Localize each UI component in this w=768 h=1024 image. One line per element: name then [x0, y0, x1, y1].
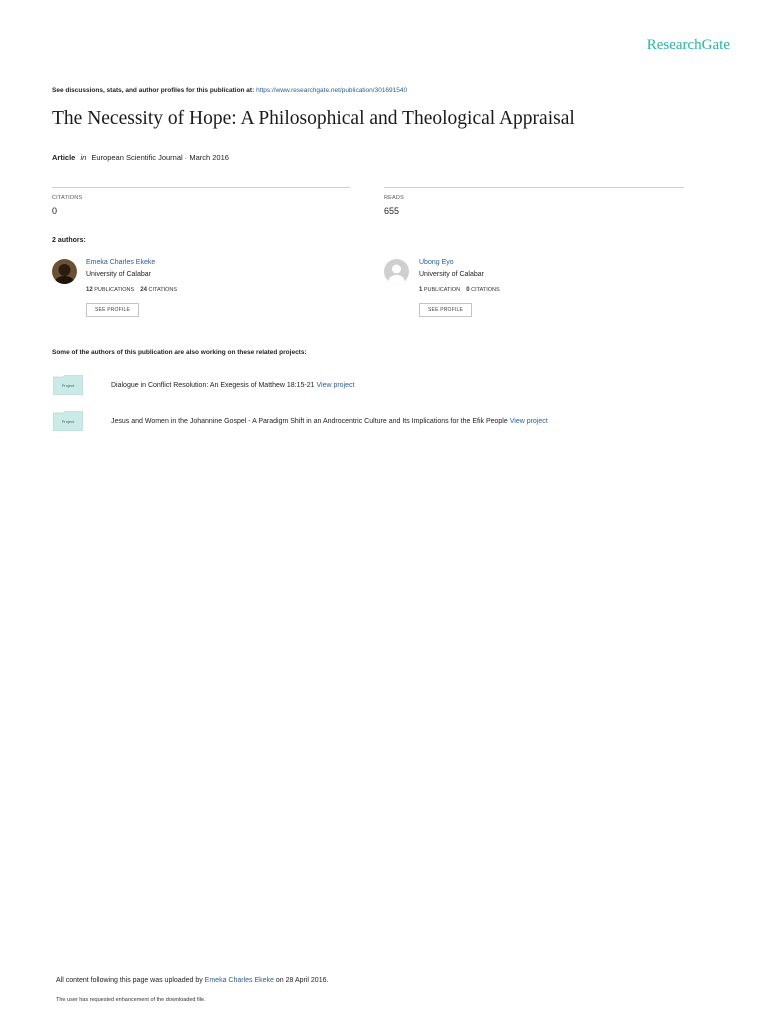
project-item: [111, 418, 548, 425]
projects-heading: Some of the authors of this publication are also working on these related projects:: [52, 349, 307, 356]
journal-name: European Scientific Journal · March 2016: [91, 153, 229, 162]
author-affiliation: University of Calabar: [86, 271, 151, 278]
project-title: Jesus and Women in the Johannine Gospel - A Paradigm Shift in an Androcentric Culture and Its Implications for the Efik People: [111, 418, 508, 425]
author-citations-label: CITATIONS: [471, 287, 500, 293]
reads-count: 655: [384, 206, 400, 216]
reads-divider: [384, 187, 684, 188]
discussion-text: See discussions, stats, and author profiles for this publication at:: [52, 87, 255, 94]
author-citations-label: CITATIONS: [148, 287, 178, 293]
project-item: [111, 382, 354, 389]
project-folder-icon[interactable]: [53, 375, 83, 395]
author-citations-count: 0: [466, 287, 470, 293]
upload-date: on 28 April 2016.: [275, 977, 329, 984]
citations-divider: [52, 187, 350, 188]
author-stats: [86, 287, 177, 293]
author-citations-count: 24: [140, 287, 147, 293]
author-avatar-placeholder[interactable]: [384, 259, 409, 284]
author-publications-count: 12: [86, 287, 93, 293]
project-badge: Project: [61, 419, 75, 424]
view-project-link[interactable]: View project: [509, 418, 548, 425]
reads-label: READS: [384, 195, 404, 201]
upload-note: [56, 977, 328, 984]
project-badge: Project: [61, 383, 75, 388]
researchgate-logo[interactable]: ResearchGate: [646, 37, 730, 53]
discussion-line: [52, 87, 407, 94]
meta-in: in: [80, 153, 87, 162]
enhancement-note: The user has requested enhancement of the downloaded file.: [56, 997, 206, 1003]
author-stats: [419, 287, 500, 293]
author-publications-count: 1: [419, 287, 423, 293]
publication-meta: [52, 153, 229, 162]
author-name-link[interactable]: Emeka Charles Ekeke: [86, 259, 156, 266]
article-type: Article: [52, 153, 76, 162]
authors-heading: 2 authors:: [52, 237, 86, 244]
author-affiliation: University of Calabar: [419, 271, 484, 278]
author-avatar-photo[interactable]: [52, 259, 77, 284]
project-folder-icon[interactable]: [53, 411, 83, 431]
publication-title: The Necessity of Hope: A Philosophical and Theological Appraisal: [52, 108, 575, 129]
view-project-link[interactable]: View project: [316, 382, 355, 389]
author-publications-label: PUBLICATION: [423, 287, 461, 293]
upload-prefix: All content following this page was uploaded by: [56, 977, 203, 984]
author-name-link[interactable]: Ubong Eyo: [419, 259, 454, 266]
author-publications-label: PUBLICATIONS: [94, 287, 135, 293]
uploader-link[interactable]: Emeka Charles Ekeke: [204, 977, 274, 984]
citations-label: CITATIONS: [52, 195, 83, 201]
citations-count: 0: [52, 206, 58, 216]
project-title: Dialogue in Conflict Resolution: An Exegesis of Matthew 18:15-21: [111, 382, 315, 389]
publication-link[interactable]: https://www.researchgate.net/publication/301691540: [256, 87, 408, 94]
see-profile-button[interactable]: SEE PROFILE: [86, 303, 139, 317]
see-profile-button[interactable]: SEE PROFILE: [419, 303, 472, 317]
